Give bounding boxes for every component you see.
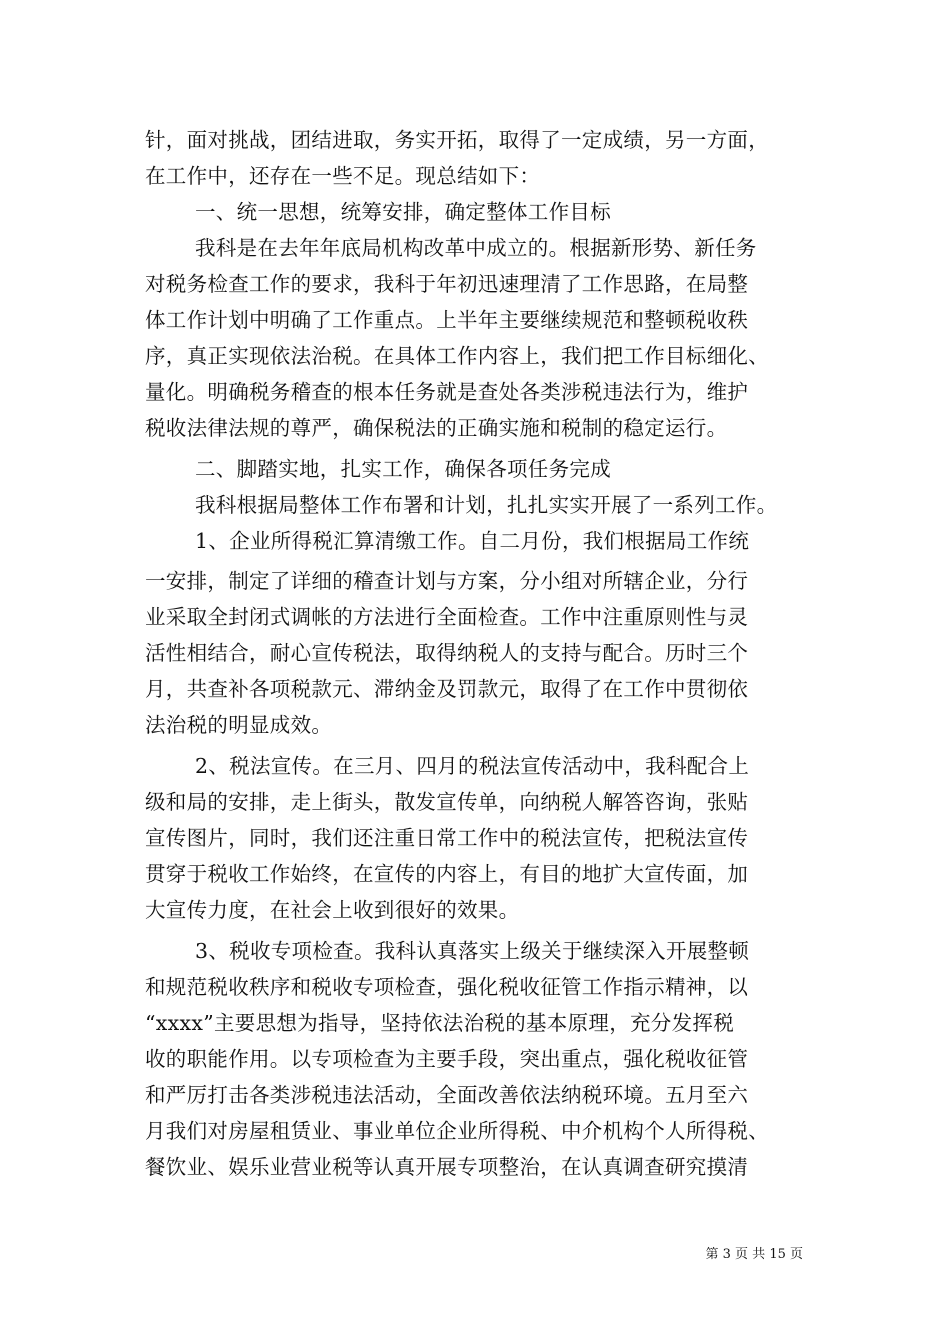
- text-line-21: 贯穿于税收工作始终，在宣传的内容上，有目的地扩大宣传面，加: [145, 862, 749, 886]
- text-line-7: 序，真正实现依法治税。在具体工作内容上，我们把工作目标细化、: [145, 344, 769, 368]
- text-line-22: 大宣传力度，在社会上收到很好的效果。: [145, 898, 520, 922]
- text-line-8: 量化。明确税务稽查的根本任务就是查处各类涉税违法行为，维护: [145, 380, 749, 404]
- text-line-20: 宣传图片，同时，我们还注重日常工作中的税法宣传，把税法宣传: [145, 826, 749, 850]
- text-line-9: 税收法律法规的尊严，确保税法的正确实施和税制的稳定运行。: [145, 416, 728, 440]
- text-line-12: 1、企业所得税汇算清缴工作。自二月份，我们根据局工作统: [195, 529, 750, 553]
- text-line-14: 业采取全封闭式调帐的方法进行全面检查。工作中注重原则性与灵: [145, 605, 749, 629]
- text-line-28: 月我们对房屋租赁业、事业单位企业所得税、中介机构个人所得税、: [145, 1119, 769, 1143]
- text-line-6: 体工作计划中明确了工作重点。上半年主要继续规范和整顿税收秩: [145, 308, 749, 332]
- text-line-27: 和严厉打击各类涉税违法活动，全面改善依法纳税环境。五月至六: [145, 1083, 749, 1107]
- text-line-24: 和规范税收秩序和税收专项检查，强化税收征管工作指示精神，以: [145, 975, 749, 999]
- text-line-13: 一安排，制定了详细的稽查计划与方案，分小组对所辖企业，分行: [145, 569, 749, 593]
- section-heading-1: 一、统一思想，统筹安排，确定整体工作目标: [195, 200, 611, 224]
- text-line-16: 月，共查补各项税款元、滞纳金及罚款元，取得了在工作中贯彻依: [145, 677, 749, 701]
- text-line-17: 法治税的明显成效。: [145, 713, 333, 737]
- text-line-18: 2、税法宣传。在三月、四月的税法宣传活动中，我科配合上: [195, 754, 750, 778]
- text-line-2: 在工作中，还存在一些不足。现总结如下：: [145, 164, 541, 188]
- text-line-4: 我科是在去年年底局机构改革中成立的。根据新形势、新任务: [195, 236, 757, 260]
- text-line-15: 活性相结合，耐心宣传税法，取得纳税人的支持与配合。历时三个: [145, 641, 749, 665]
- text-line-19: 级和局的安排，走上街头，散发宣传单，向纳税人解答咨询，张贴: [145, 790, 749, 814]
- text-line-1: 针，面对挑战，团结进取，务实开拓，取得了一定成绩，另一方面，: [145, 128, 769, 152]
- text-line-23: 3、税收专项检查。我科认真落实上级关于继续深入开展整顿: [195, 939, 750, 963]
- section-heading-2: 二、脚踏实地，扎实工作，确保各项任务完成: [195, 457, 611, 481]
- text-line-11: 我科根据局整体工作布署和计划，扎扎实实开展了一系列工作。: [195, 493, 778, 517]
- text-line-26: 收的职能作用。以专项检查为主要手段，突出重点，强化税收征管: [145, 1047, 749, 1071]
- text-line-29: 餐饮业、娱乐业营业税等认真开展专项整治，在认真调查研究摸清: [145, 1155, 749, 1179]
- text-line-5: 对税务检查工作的要求，我科于年初迅速理清了工作思路，在局整: [145, 272, 749, 296]
- text-line-25: “xxxx”主要思想为指导，坚持依法治税的基本原理，充分发挥税: [145, 1011, 735, 1035]
- page-number: 第 3 页 共 15 页: [705, 1247, 803, 1262]
